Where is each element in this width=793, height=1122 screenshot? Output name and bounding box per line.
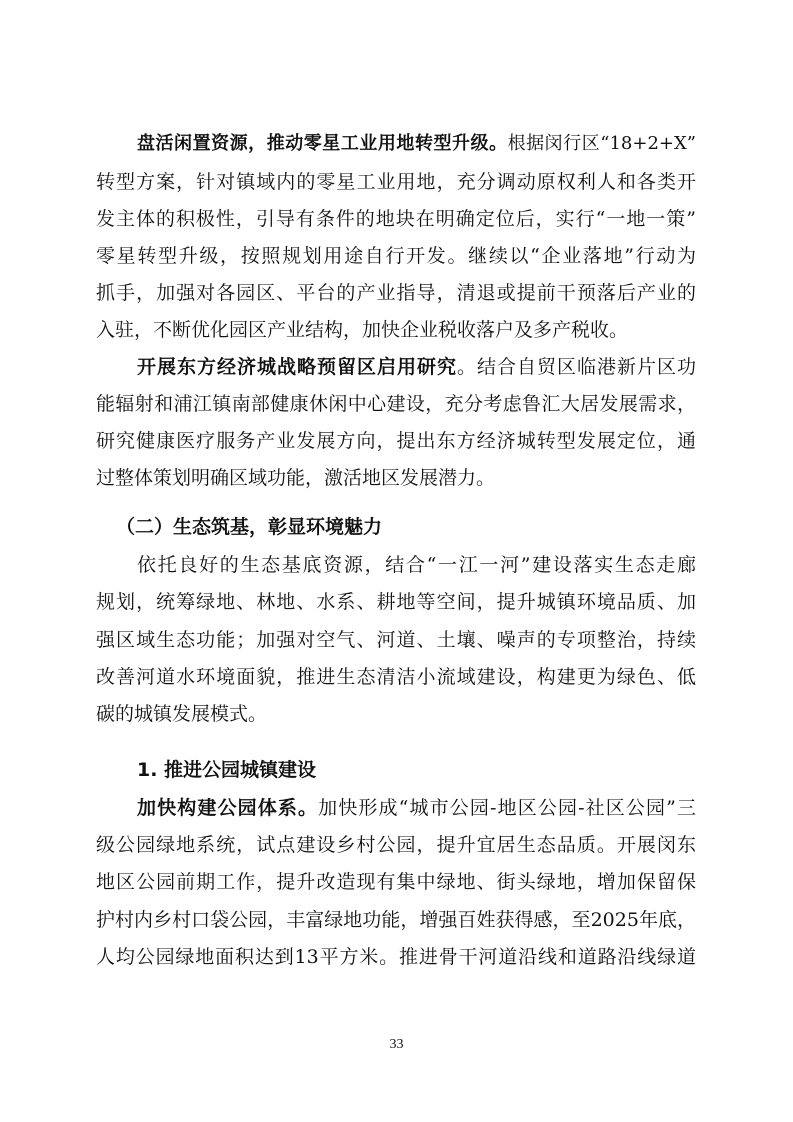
- paragraph-4-line-4: 护村内乡村口袋公园，丰富绿地功能，增强百姓获得感，至2025年底，: [96, 909, 696, 931]
- paragraph-4-line-5: 人均公园绿地面积达到13平方米。推进骨干河道沿线和道路沿线绿道: [96, 946, 696, 968]
- paragraph-3-line-4: 改善河道水环境面貌，推进生态清洁小流域建设，构建更为绿色、低: [96, 666, 696, 688]
- paragraph-2-line-1: [137, 355, 696, 379]
- paragraph-3-line-5: 碳的城镇发展模式。: [96, 703, 268, 725]
- paragraph-1-line-3: 发主体的积极性，引导有条件的地块在明确定位后，实行“一地一策”: [96, 208, 696, 230]
- paragraph-4-line-1: [137, 796, 696, 820]
- paragraph-1-line-1: [137, 132, 696, 156]
- section-heading-ecology: （二）生态筑基，彰显环境魅力: [116, 516, 383, 538]
- paragraph-1-line-4: 零星转型升级，按照规划用途自行开发。继续以“企业落地”行动为: [96, 245, 696, 267]
- page-number: 33: [389, 1037, 404, 1052]
- subsection-heading-park-town: 1. 推进公园城镇建设: [137, 759, 317, 781]
- paragraph-4-line-3: 地区公园前期工作，提升改造现有集中绿地、街头绿地，增加保留保: [96, 871, 696, 893]
- paragraph-4-first-text: 加快形成“城市公园-地区公园-社区公园”三: [318, 797, 696, 819]
- paragraph-1-line-5: 抓手，加强对各园区、平台的产业指导，清退或提前干预落后产业的: [96, 282, 696, 304]
- paragraph-1-line-6: 入驻，不断优化园区产业结构，加快企业税收落户及多产税收。: [96, 319, 629, 341]
- paragraph-4-line-2: 级公园绿地系统，试点建设乡村公园，提升宜居生态品质。开展闵东: [96, 834, 696, 856]
- paragraph-4-lead: 加快构建公园体系。: [137, 797, 319, 819]
- paragraph-3-line-3: 强区域生态功能；加强对空气、河道、土壤、噪声的专项整治，持续: [96, 629, 696, 651]
- paragraph-2-first-text: 。结合自贸区临港新片区功: [456, 356, 696, 378]
- paragraph-1-first-text: 根据闵行区“18+2+X”: [507, 133, 696, 154]
- paragraph-3-line-2: 规划，统筹绿地、林地、水系、耕地等空间，提升城镇环境品质、加: [96, 591, 696, 613]
- paragraph-3-line-1: 依托良好的生态基底资源，结合“一江一河”建设落实生态走廊: [137, 554, 696, 576]
- paragraph-1-line-2: 转型方案，针对镇域内的零星工业用地，充分调动原权利人和各类开: [96, 171, 696, 193]
- paragraph-2-line-4: 过整体策划明确区域功能，激活地区发展潜力。: [96, 467, 496, 489]
- paragraph-2-line-3: 研究健康医疗服务产业发展方向，提出东方经济城转型发展定位，通: [96, 430, 696, 452]
- paragraph-2-line-2: 能辐射和浦江镇南部健康休闲中心建设，充分考虑鲁汇大居发展需求，: [96, 393, 696, 415]
- paragraph-1-lead: 盘活闲置资源，推动零星工业用地转型升级。: [137, 133, 508, 154]
- paragraph-2-lead: 开展东方经济城战略预留区启用研究: [137, 356, 457, 378]
